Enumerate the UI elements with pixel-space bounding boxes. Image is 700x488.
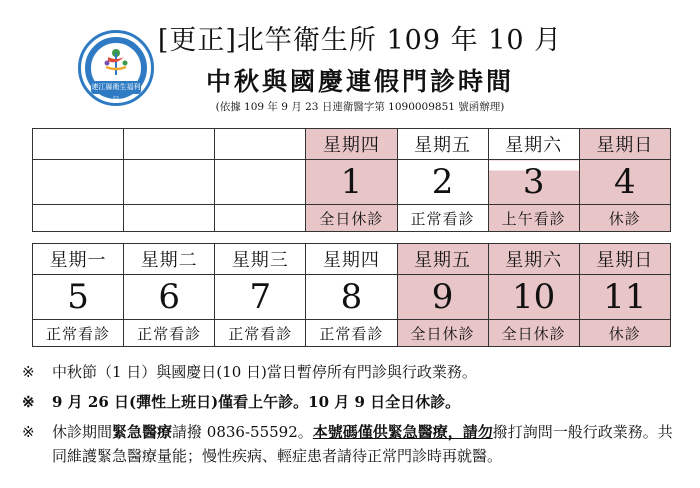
date-cell: 1 — [306, 160, 397, 205]
weekday-cell: 星期三 — [215, 244, 306, 275]
date-row — [33, 160, 671, 205]
weekday-cell: 星期日 — [579, 244, 670, 275]
weekday-cell: 星期六 — [488, 244, 579, 275]
weekday-cell: 星期二 — [124, 244, 215, 275]
status-cell — [124, 205, 215, 232]
date-cell — [215, 160, 306, 205]
note-item — [22, 390, 682, 414]
status-cell: 全日休診 — [306, 205, 397, 232]
reference-mark: ※ — [22, 393, 35, 411]
date-cell: 9 — [397, 275, 488, 320]
warning-emphasis: 本號碼僅供緊急醫療，請勿 — [312, 423, 493, 441]
emergency-emphasis: 緊急醫療 — [112, 423, 173, 441]
date-cell: 5 — [33, 275, 124, 320]
status-cell: 全日休診 — [397, 320, 488, 347]
calendar-week-2 — [32, 243, 671, 347]
weekday-cell: 星期六 — [488, 129, 579, 160]
health-bureau-logo — [78, 30, 154, 106]
date-cell: 4 — [579, 160, 670, 205]
status-cell — [33, 205, 124, 232]
status-cell — [215, 205, 306, 232]
date-cell: 2 — [397, 160, 488, 205]
weekday-cell: 星期五 — [397, 244, 488, 275]
date-cell — [124, 160, 215, 205]
weekday-row — [33, 244, 671, 275]
reference-mark: ※ — [22, 423, 35, 441]
date-cell: 3 — [488, 160, 579, 205]
status-cell: 正常看診 — [397, 205, 488, 232]
status-cell: 休診 — [579, 205, 670, 232]
page-subtitle: 中秋與國慶連假門診時間 — [205, 67, 514, 96]
date-cell — [33, 160, 124, 205]
week-separator — [32, 230, 670, 243]
calendar-week-1 — [32, 128, 671, 232]
date-cell: 7 — [215, 275, 306, 320]
status-cell: 正常看診 — [215, 320, 306, 347]
weekday-cell: 星期四 — [306, 244, 397, 275]
note-text: 中秋節（1 日）與國慶日(10 日)當日暫停所有門診與行政業務。 — [52, 363, 477, 381]
notes-section — [22, 360, 682, 474]
note-text: 9 月 26 日(彈性上班日)僅看上午診。10 月 9 日全日休診。 — [52, 393, 461, 411]
status-row — [33, 320, 671, 347]
document-basis: (依據 109 年 9 月 23 日連衛醫字第 1090009851 號函辦理) — [215, 101, 505, 113]
note-text: 請撥 0836-55592。 — [172, 423, 313, 441]
note-text: 撥打詢問一般行政業務。共同維護緊急醫療量能；慢性疾病、輕症患者請待正常門診時再就醫。 — [52, 423, 673, 465]
status-row — [33, 205, 671, 232]
status-cell: 正常看診 — [124, 320, 215, 347]
weekday-cell: 星期一 — [33, 244, 124, 275]
status-cell: 正常看診 — [306, 320, 397, 347]
status-cell: 正常看診 — [33, 320, 124, 347]
status-cell: 休診 — [579, 320, 670, 347]
status-cell: 全日休診 — [488, 320, 579, 347]
weekday-cell: 星期四 — [306, 129, 397, 160]
note-item — [22, 360, 682, 384]
caduceus-icon — [98, 47, 134, 77]
weekday-cell: 星期五 — [397, 129, 488, 160]
weekday-cell — [33, 129, 124, 160]
date-cell: 10 — [488, 275, 579, 320]
note-text: 休診期間 — [52, 423, 113, 441]
date-cell: 6 — [124, 275, 215, 320]
date-cell: 11 — [579, 275, 670, 320]
note-item — [22, 420, 682, 468]
page-title: [更正]北竿衛生所 109 年 10 月 — [157, 25, 563, 56]
logo-label: 連江縣衛生福利局 — [91, 83, 141, 104]
weekday-row — [33, 129, 671, 160]
weekday-cell — [124, 129, 215, 160]
date-row — [33, 275, 671, 320]
status-cell: 上午看診 — [488, 205, 579, 232]
reference-mark: ※ — [22, 363, 35, 381]
date-cell: 8 — [306, 275, 397, 320]
weekday-cell — [215, 129, 306, 160]
weekday-cell: 星期日 — [579, 129, 670, 160]
